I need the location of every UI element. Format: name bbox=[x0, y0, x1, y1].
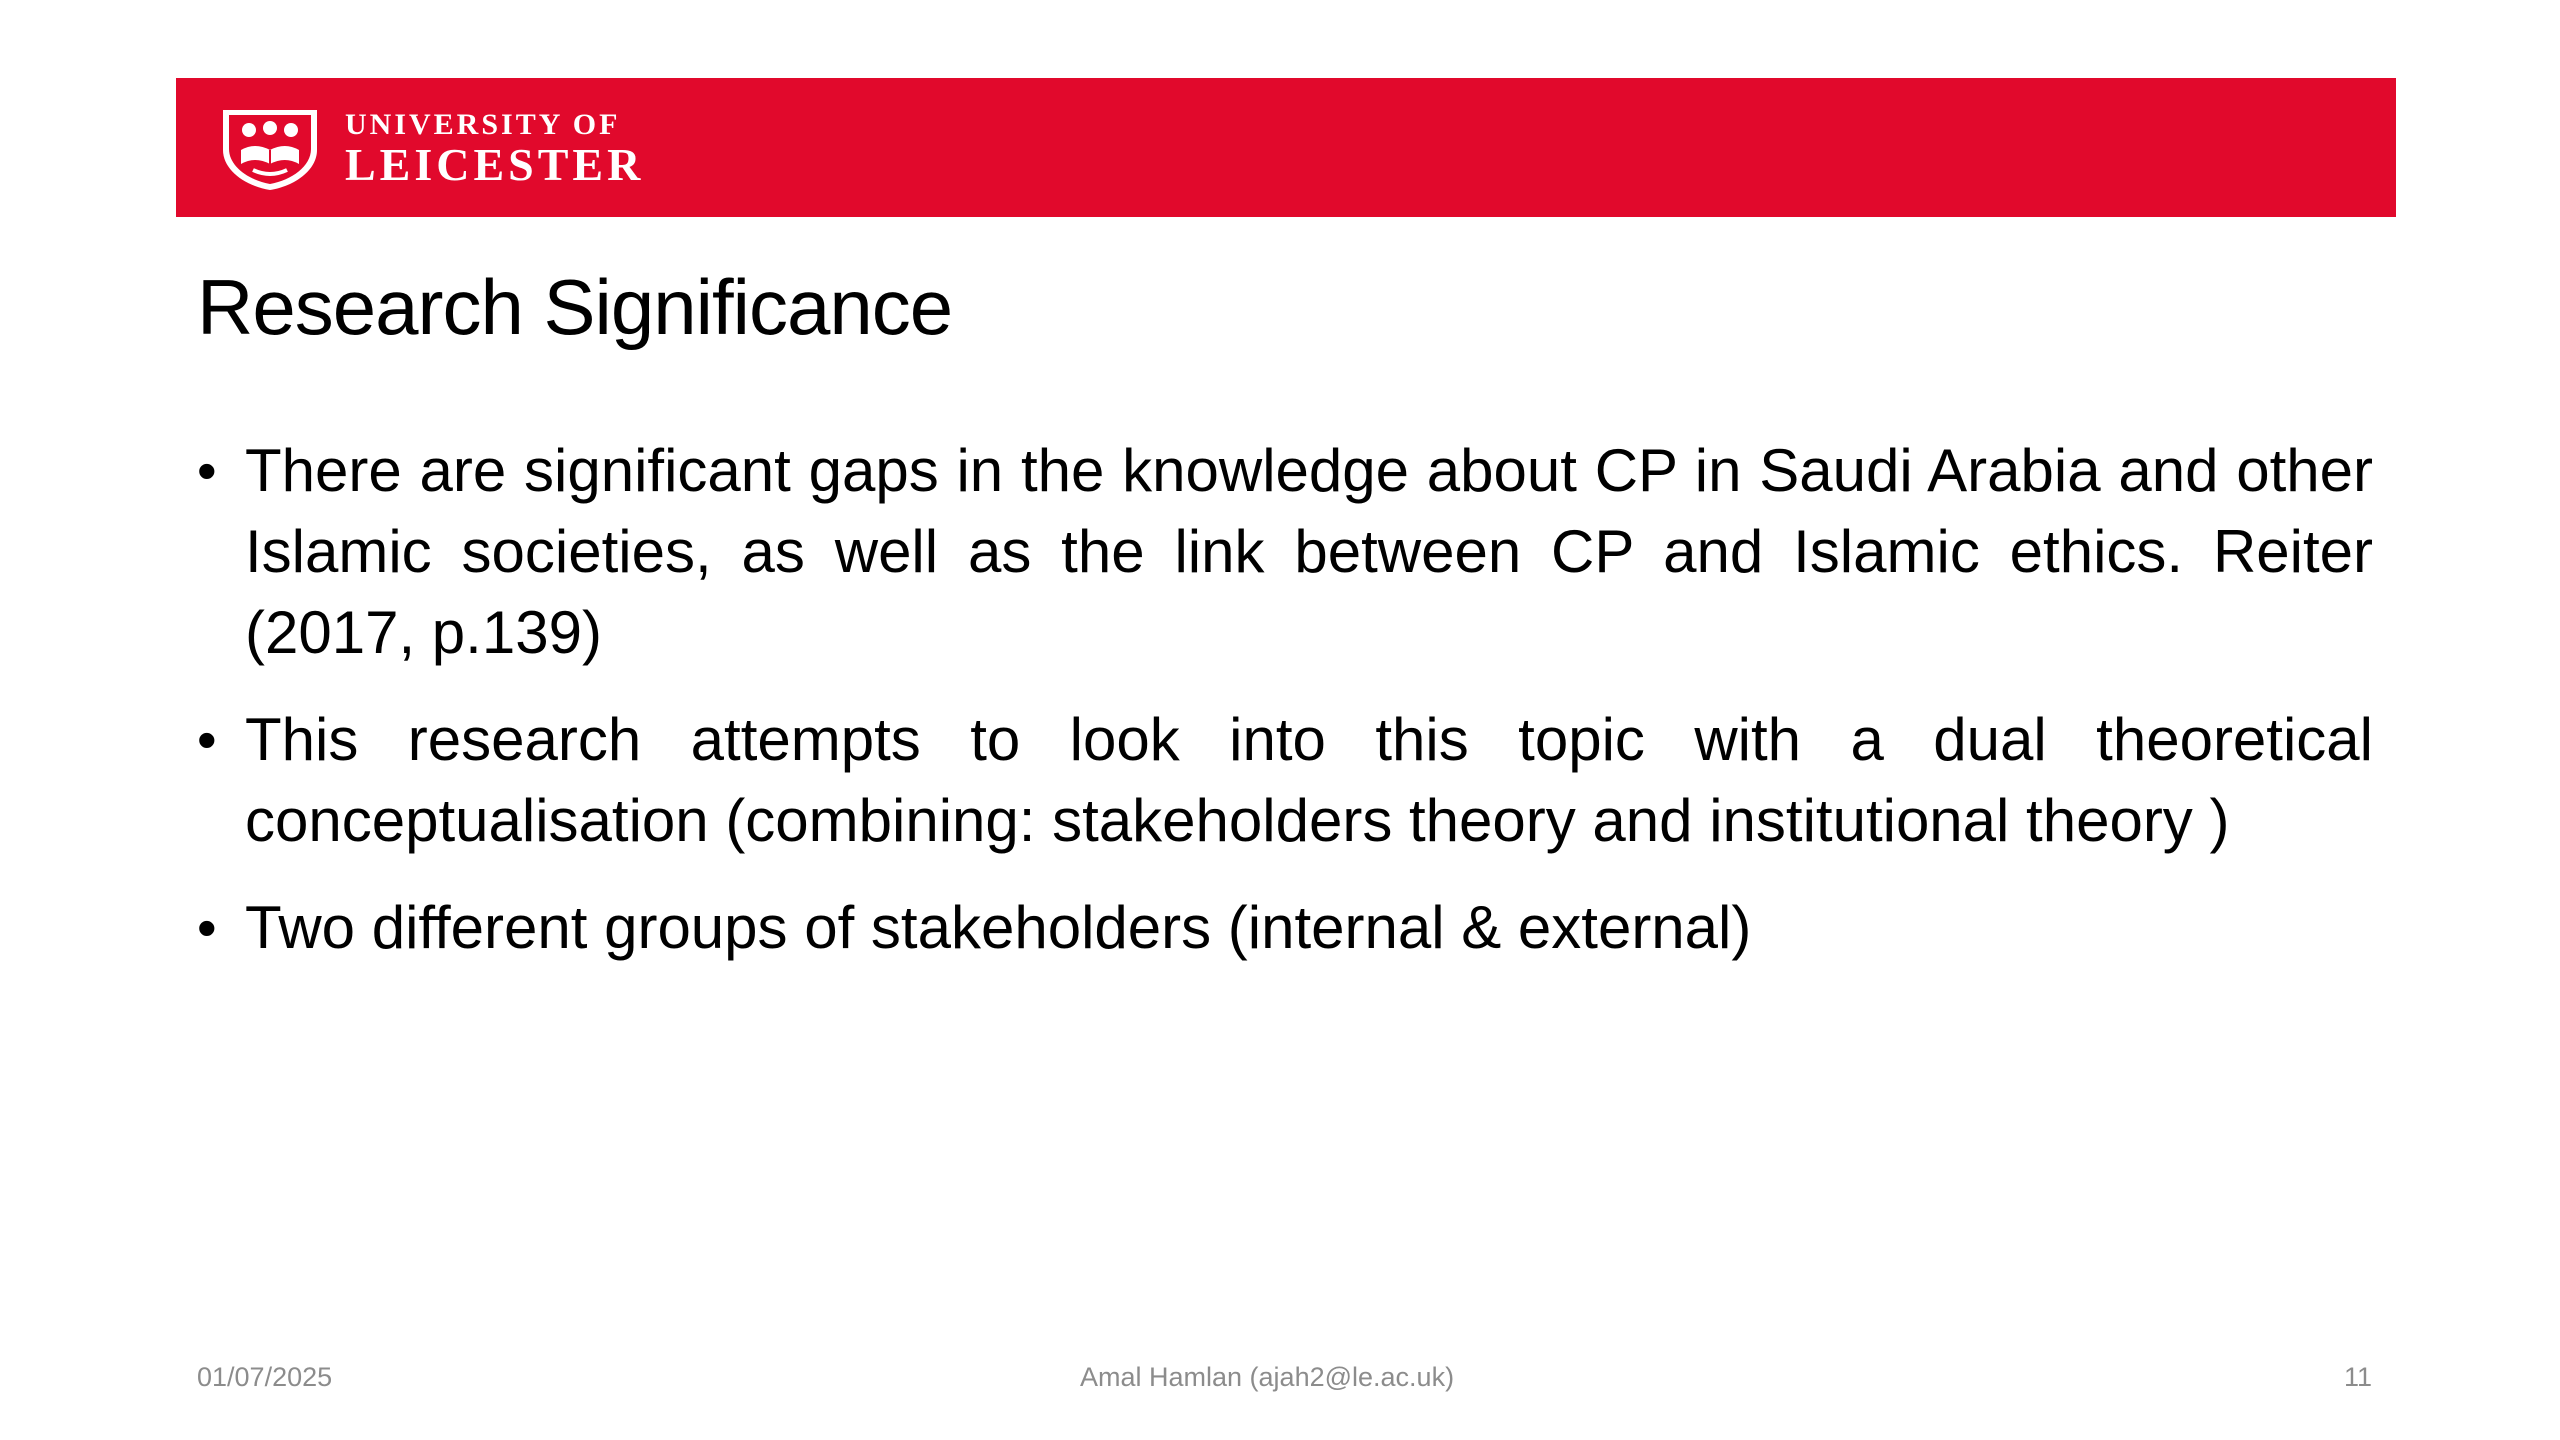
bullet-marker: • bbox=[197, 708, 217, 771]
bullet-item-2 bbox=[197, 699, 2373, 861]
bullet-list bbox=[197, 430, 2373, 994]
bullet-text: Two different groups of stakeholders (internal & external) bbox=[245, 894, 1752, 961]
footer-author: Amal Hamlan (ajah2@le.ac.uk) bbox=[1080, 1362, 1455, 1392]
slide-title: Research Significance bbox=[197, 263, 953, 351]
header-banner bbox=[176, 78, 2396, 217]
bullet-text: This research attempts to look into this topic with a dual theoretical conceptualisation (combining: stakeholders theory and institutional theory ) bbox=[245, 706, 2373, 854]
university-logo bbox=[217, 106, 644, 192]
logo-wordmark bbox=[345, 110, 644, 188]
bullet-text: There are significant gaps in the knowledge about CP in Saudi Arabia and other Islamic societies, as well as the link between CP and Islamic ethics. Reiter (2017, p.139) bbox=[245, 437, 2373, 666]
bullet-item-3 bbox=[197, 887, 2373, 968]
bullet-marker: • bbox=[197, 896, 217, 959]
bullet-item-1 bbox=[197, 430, 2373, 673]
footer-date: 01/07/2025 bbox=[197, 1362, 333, 1392]
logo-line-leicester: LEICESTER bbox=[345, 139, 645, 190]
bullet-marker: • bbox=[197, 439, 217, 502]
university-shield-icon bbox=[217, 106, 323, 192]
logo-line-university-of: UNIVERSITY OF bbox=[345, 108, 621, 141]
footer-page-number: 11 bbox=[2343, 1362, 2372, 1392]
